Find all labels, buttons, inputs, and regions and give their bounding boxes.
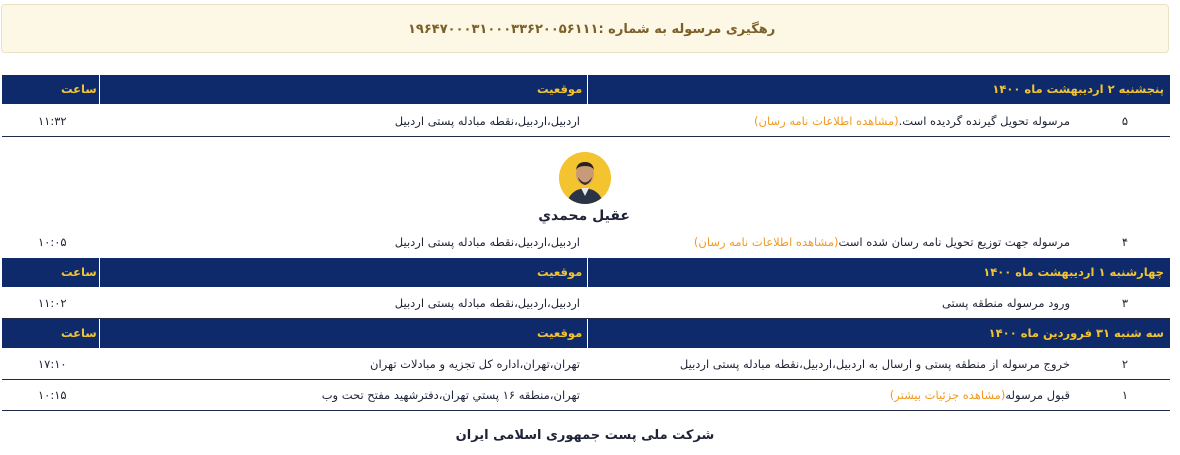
day-date: سه شنبه ۳۱ فروردین ماه ۱۴۰۰	[988, 326, 1164, 340]
event-time: ۱۱:۰۲	[38, 296, 67, 310]
event-row	[2, 227, 1170, 257]
column-divider	[587, 75, 588, 104]
event-description	[680, 349, 1070, 379]
column-divider	[99, 319, 100, 348]
event-text: خروج مرسوله از منطقه پستی و ارسال به اردبیل،اردبیل،نقطه مبادله پستی اردبیل	[679, 357, 1070, 371]
event-location: تهران،تهران،اداره کل تجزیه و مبادلات تهران	[370, 357, 580, 371]
tracking-banner	[1, 4, 1169, 53]
event-text: قبول مرسوله	[1005, 388, 1070, 402]
day-header	[2, 319, 1170, 348]
column-divider	[99, 75, 100, 104]
event-description	[754, 106, 1070, 136]
event-text: ورود مرسوله منطقه پستی	[941, 296, 1070, 310]
column-header-location: موقعیت	[537, 82, 583, 96]
event-row	[2, 380, 1170, 411]
event-number: ۱	[1121, 388, 1129, 402]
event-time: ۱۰:۰۵	[38, 235, 67, 249]
column-divider	[587, 258, 588, 287]
courier-name: عقيل محمدي	[538, 208, 630, 224]
tracking-title: رهگیری مرسوله به شماره :۱۹۶۴۷۰۰۰۳۱۰۰۰۳۳۶۲۰۰۵۶۱۱۱	[408, 22, 776, 37]
day-header	[2, 75, 1170, 104]
column-header-time: ساعت	[61, 265, 97, 279]
column-header-time: ساعت	[61, 82, 97, 96]
event-number: ۳	[1121, 296, 1129, 310]
event-description	[890, 380, 1070, 410]
column-divider	[99, 258, 100, 287]
footer-company-name: شرکت ملی پست جمهوری اسلامی ایران	[455, 428, 715, 443]
event-time: ۱۷:۱۰	[38, 357, 67, 371]
event-number: ۴	[1121, 235, 1129, 249]
column-header-time: ساعت	[61, 326, 97, 340]
courier-avatar	[559, 152, 611, 204]
event-location: اردبیل،اردبیل،نقطه مبادله پستی اردبیل	[394, 114, 580, 128]
view-courier-info-link[interactable]: (مشاهده اطلاعات نامه رسان)	[754, 114, 899, 128]
column-header-location: موقعیت	[537, 326, 583, 340]
day-date: پنجشنبه ۲ اردیبهشت ماه ۱۴۰۰	[992, 82, 1164, 96]
day-date: چهارشنبه ۱ اردیبهشت ماه ۱۴۰۰	[983, 265, 1164, 279]
event-text: مرسوله تحویل گیرنده گردیده است.	[898, 114, 1070, 128]
event-location: اردبیل،اردبیل،نقطه مبادله پستی اردبیل	[394, 235, 580, 249]
day-header	[2, 258, 1170, 287]
view-courier-info-link[interactable]: (مشاهده اطلاعات نامه رسان)	[693, 235, 839, 249]
event-time: ۱۰:۱۵	[38, 388, 67, 402]
event-location: تهران،منطقه ۱۶ پستي تهران،دفترشهید مفتح تحت وب	[321, 388, 580, 402]
event-row	[2, 106, 1170, 137]
event-row	[2, 288, 1170, 319]
view-more-details-link[interactable]: (مشاهده جزئیات بیشتر)	[889, 388, 1006, 402]
event-text: مرسوله جهت توزیع تحویل نامه رسان شده است	[838, 235, 1070, 249]
event-description	[694, 227, 1070, 257]
courier-card	[540, 152, 630, 224]
courier-photo-icon	[559, 152, 611, 204]
event-description	[942, 288, 1070, 318]
event-row	[2, 349, 1170, 380]
event-number: ۵	[1121, 114, 1129, 128]
event-location: اردبیل،اردبیل،نقطه مبادله پستی اردبیل	[394, 296, 580, 310]
event-time: ۱۱:۳۲	[38, 114, 67, 128]
column-header-location: موقعیت	[537, 265, 583, 279]
event-number: ۲	[1121, 357, 1129, 371]
column-divider	[587, 319, 588, 348]
